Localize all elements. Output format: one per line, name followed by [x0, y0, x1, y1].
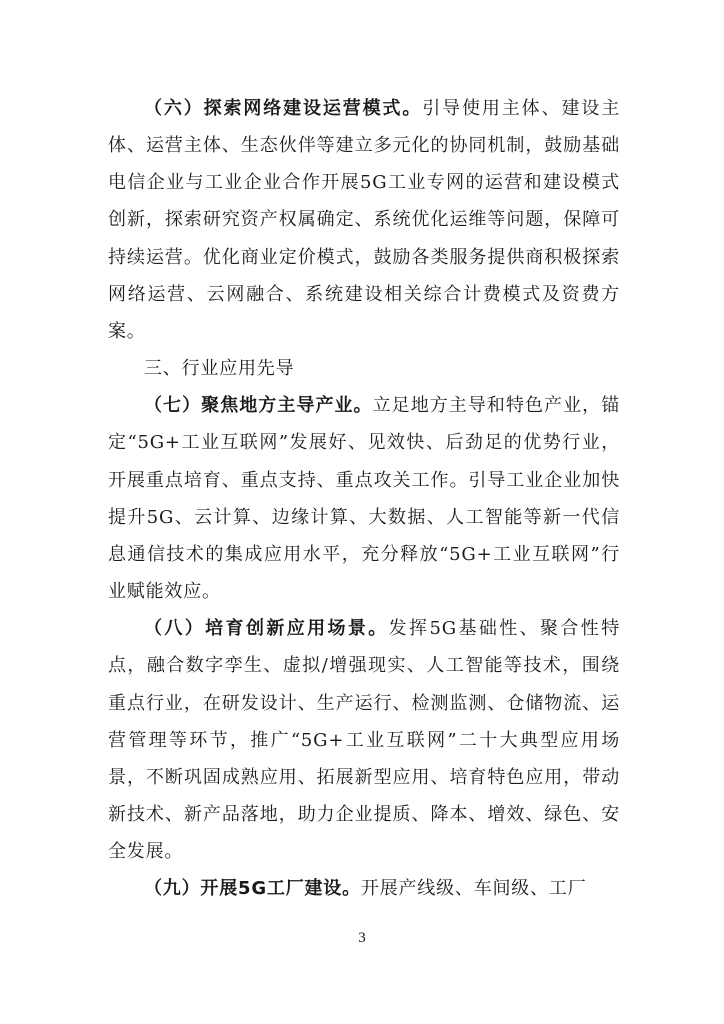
paragraph-local-industry — [108, 387, 620, 610]
paragraph-innovation-scenarios — [108, 610, 620, 870]
paragraph-body: 开展产线级、车间级、工厂 — [360, 878, 587, 900]
document-body — [108, 90, 620, 907]
paragraph-network-operation-model — [108, 90, 620, 350]
section-heading: 三、行业应用先导 — [144, 358, 295, 380]
paragraph-5g-factory — [108, 870, 620, 907]
paragraph-lead: （七）聚焦地方主导产业。 — [144, 395, 373, 417]
paragraph-body: 发挥5G基础性、聚合性特点，融合数字孪生、虚拟/增强现实、人工智能等技术，围绕重点行业，在研发设计、生产运行、检测监测、仓储物流、运营管理等环节，推广“5G+工业互联网”二十大典型应用场景，不断巩固成熟应用、拓展新型应用、培育特色应用，带动新技术、新产品落地，助力企业提质、降本、增效、绿色、安全发展。 — [108, 618, 620, 863]
paragraph-body: 引导使用主体、建设主体、运营主体、生态伙伴等建立多元化的协同机制，鼓励基础电信企业与工业企业合作开展5G工业专网的运营和建设模式创新，探索研究资产权属确定、系统优化运维等问题，保障可持续运营。优化商业定价模式，鼓励各类服务提供商积极探索网络运营、云网融合、系统建设相关综合计费模式及资费方案。 — [108, 98, 620, 342]
paragraph-lead: （八）培育创新应用场景。 — [144, 618, 389, 640]
page-number: 3 — [358, 930, 366, 946]
paragraph-lead: （六）探索网络建设运营模式。 — [144, 98, 423, 119]
paragraph-body: 立足地方主导和特色产业，锚定“5G+工业互联网”发展好、见效快、后劲足的优势行业，开展重点培育、重点支持、重点攻关工作。引导工业企业加快提升5G、云计算、边缘计算、大数据、人工智能等新一代信息通信技术的集成应用水平，充分释放“5G+工业互联网”行业赋能效应。 — [108, 395, 620, 603]
paragraph-lead: （九）开展5G工厂建设。 — [144, 878, 361, 900]
